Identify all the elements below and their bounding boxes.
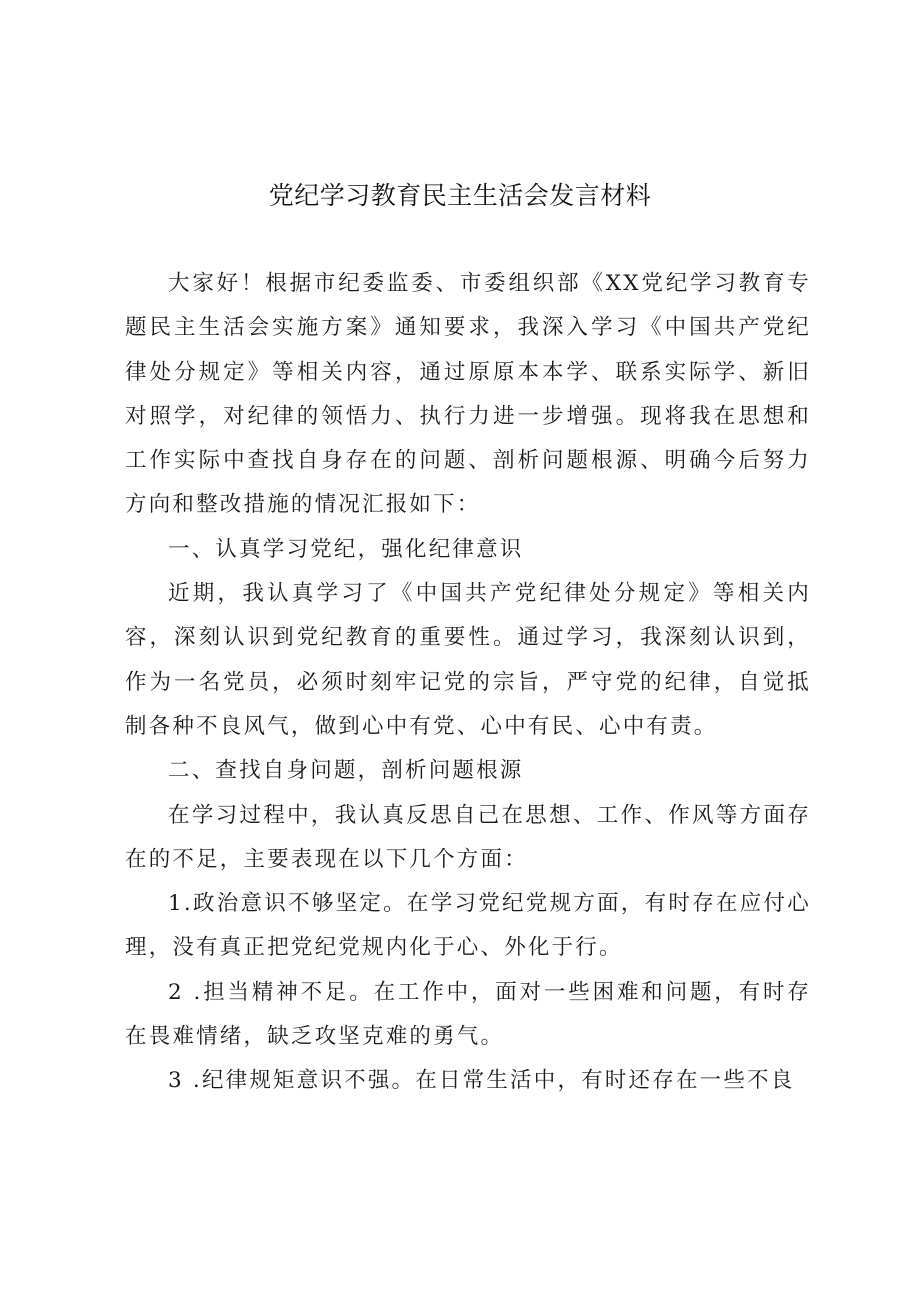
problem-item-3: 3 .纪律规矩意识不强。在日常生活中，有时还存在一些不良 — [168, 1068, 795, 1094]
section-2-intro-paragraph: 在学习过程中，我认真反思自己在思想、工作、作风等方面存在的不足，主要表现在以下几个方面： — [125, 802, 811, 872]
problem-item-2: 2 .担当精神不足。在工作中，面对一些困难和问题，有时存在畏难情绪，缺乏攻坚克难的勇气。 — [125, 979, 811, 1050]
intro-paragraph: 大家好！根据市纪委监委、市委组织部《XX党纪学习教育专题民主生活会实施方案》通知要求，我深入学习《中国共产党纪律处分规定》等相关内容，通过原原本本学、联系实际学、新旧对照学，对纪律的领悟力、执行力进一步增强。现将我在思想和工作实际中查找自身存在的问题、剖析问题根源、明确今后努力方向和整改措施的情况汇报如下： — [125, 271, 811, 518]
section-1-paragraph: 近期，我认真学习了《中国共产党纪律处分规定》等相关内容，深刻认识到党纪教育的重要性。通过学习，我深刻认识到，作为一名党员，必须时刻牢记党的宗旨，严守党的纪律，自觉抵制各种不良风气，做到心中有党、心中有民、心中有责。 — [125, 581, 811, 739]
document-body — [125, 262, 811, 1104]
problem-item-1: 1.政治意识不够坚定。在学习党纪党规方面，有时存在应付心理，没有真正把党纪党规内化于心、外化于行。 — [125, 891, 811, 961]
section-heading-2: 二、查找自身问题，剖析问题根源 — [168, 758, 524, 784]
document-title: 党纪学习教育民主生活会发言材料 — [268, 181, 652, 210]
section-heading-1: 一、认真学习党纪，强化纪律意识 — [168, 536, 524, 562]
